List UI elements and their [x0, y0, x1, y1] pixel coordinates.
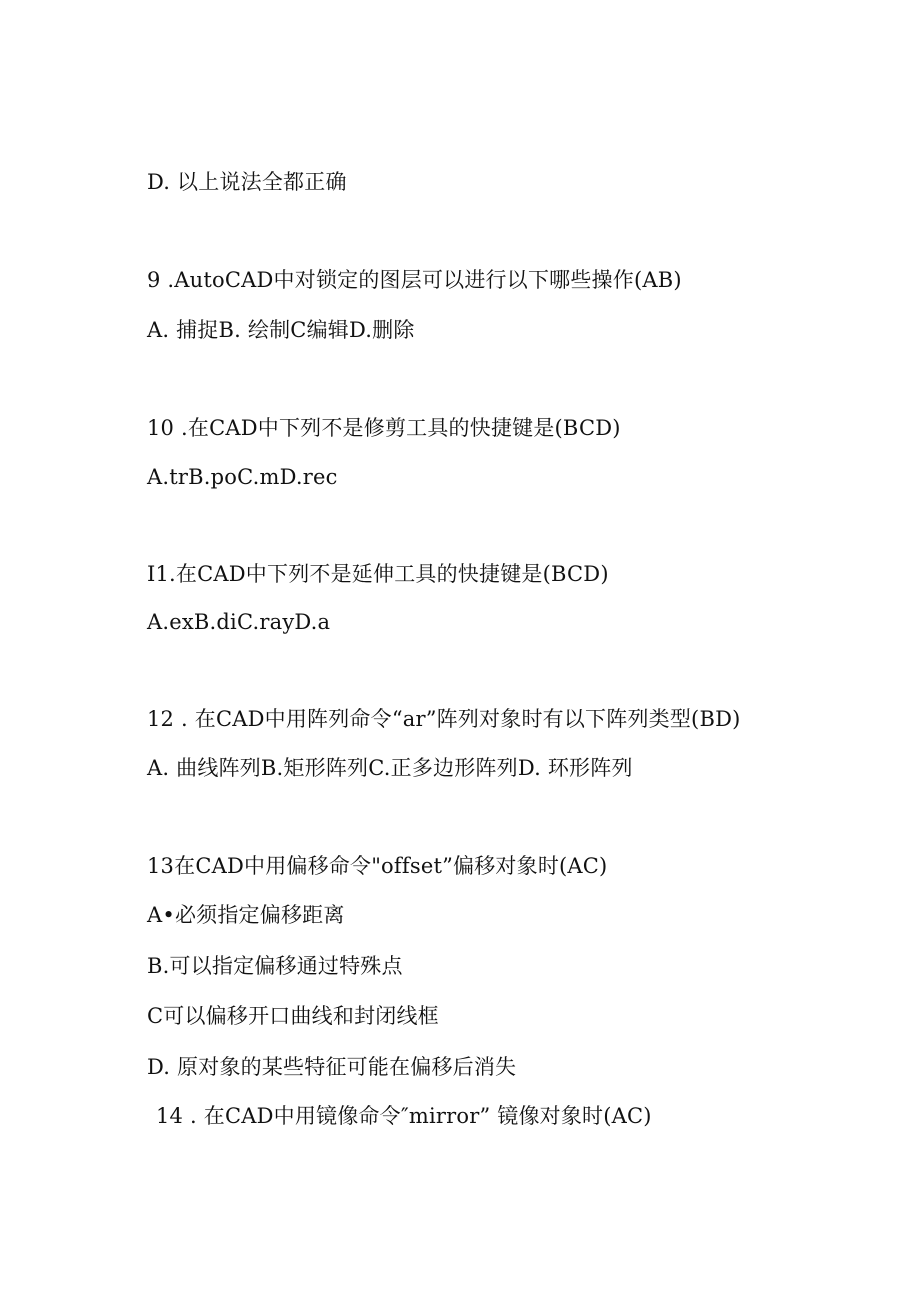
options-q11: A.exB.diC.rayD.a: [147, 610, 331, 634]
option-a-q13: A•必须指定偏移距离: [147, 903, 345, 927]
question-14: 14 . 在CAD中用镜像命令″mirror” 镜像对象时(AC): [156, 1104, 652, 1128]
question-11: I1.在CAD中下列不是延伸工具的快捷键是(BCD): [147, 562, 609, 586]
question-12: 12 . 在CAD中用阵列命令“ar”阵列对象时有以下阵列类型(BD): [147, 707, 741, 731]
option-d-q8: D. 以上说法全都正确: [147, 170, 347, 194]
question-10: 10 .在CAD中下列不是修剪工具的快捷键是(BCD): [147, 416, 621, 440]
options-q9: A. 捕捉B. 绘制C编辑D.删除: [147, 318, 415, 342]
question-9: 9 .AutoCAD中对锁定的图层可以进行以下哪些操作(AB): [147, 268, 682, 292]
option-c-q13: C可以偏移开口曲线和封闭线框: [147, 1004, 439, 1028]
option-d-q13: D. 原对象的某些特征可能在偏移后消失: [147, 1055, 517, 1079]
option-b-q13: B.可以指定偏移通过特殊点: [147, 954, 403, 978]
options-q10: A.trB.poC.mD.rec: [147, 465, 338, 489]
options-q12: A. 曲线阵列B.矩形阵列C.正多边形阵列D. 环形阵列: [147, 756, 633, 780]
question-13: 13在CAD中用偏移命令"offset”偏移对象时(AC): [147, 854, 608, 878]
